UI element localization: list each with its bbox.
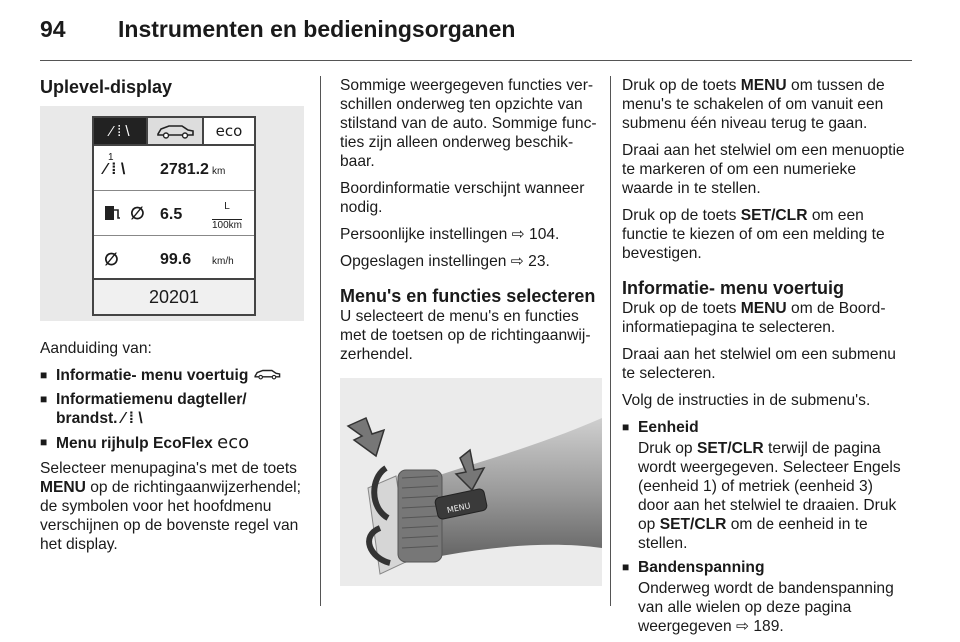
page-number: 94 xyxy=(40,16,66,42)
display-footer xyxy=(94,278,254,314)
speed-value: 99.6 xyxy=(160,251,192,268)
column-divider xyxy=(320,76,321,606)
trip-fuel-icon: ⁄ ⁞ \ xyxy=(121,410,143,427)
menu-list xyxy=(40,366,306,453)
paragraph: Boordinformatie verschijnt wanneer nodig. xyxy=(340,180,585,216)
consumption-value: 6.5 xyxy=(160,206,183,223)
list-item-text: Druk op SET/CLR terwijl de pagina wordt weergegeven. Selecteer Engels (eenheid 1) of metriek (eenheid 3) door aan het stelwiel te draaien. Druk op SET/CLR om de eenheid in te stellen. xyxy=(638,440,901,552)
consumption-unit xyxy=(212,197,242,235)
section-heading: Menu's en functies selecteren xyxy=(340,286,596,306)
column-right xyxy=(622,76,906,642)
list-item-title: Eenheid xyxy=(638,419,699,436)
column-divider xyxy=(610,76,611,606)
list-item xyxy=(40,366,306,385)
paragraph: Druk op de toets MENU om de Boordinformatiepagina te selecteren. xyxy=(622,300,886,336)
uplevel-display-figure xyxy=(40,106,304,321)
list-item xyxy=(40,433,306,453)
header-rule xyxy=(40,60,912,61)
display-row-speed xyxy=(94,236,254,280)
odometer-value: 20201 xyxy=(148,287,200,307)
column-left xyxy=(40,76,306,562)
car-icon xyxy=(253,367,281,384)
column-middle xyxy=(340,76,602,586)
eco-label: eco xyxy=(215,121,243,140)
list-item-label: Informatie- menu voertuig xyxy=(56,367,249,384)
turn-signal-lever-figure xyxy=(340,378,602,586)
speed-unit: km/h xyxy=(212,256,234,267)
distance-value: 2781.2 xyxy=(160,161,209,178)
paragraph: U selecteert de menu's en functies met de toetsen op de richtingaanwijzerhendel. xyxy=(340,308,591,363)
trip-fuel-symbol: ⁄ ⁞ \ xyxy=(94,118,146,144)
paragraph: Sommige weergegeven functies verschillen onderweg ten opzichte van stilstand van de auto. Sommige functies zijn alleen onderweg beschikbaar. xyxy=(340,77,597,170)
section-heading: Uplevel-display xyxy=(40,77,173,97)
paragraph: Druk op de toets MENU om tussen de menu's te schakelen of om vanuit een submenu één niveau terug te gaan. xyxy=(622,77,885,132)
paragraph: Persoonlijke instellingen ⇨ 104. xyxy=(340,226,560,243)
list-item-label: Informatiemenu dagteller/ brandst. xyxy=(56,391,247,427)
eco-icon: eco xyxy=(217,432,250,453)
list-item xyxy=(622,418,906,553)
paragraph: Druk op de toets SET/CLR om een functie te kiezen of om een melding te bevestigen. xyxy=(622,207,885,262)
paragraph: Selecteer menupagina's met de toets MENU op de richtingaanwijzerhendel; de symbolen voor het hoofdmenu verschijnen op de bovenste regel van het display. xyxy=(40,460,301,553)
fuel-pump-icon xyxy=(104,205,122,226)
paragraph: Draai aan het stelwiel om een menuoptie te markeren of om een numerieke waarde in te stellen. xyxy=(622,142,905,197)
unit-denominator: 100km xyxy=(212,220,243,231)
page-title: Instrumenten en bedieningsorganen xyxy=(118,16,516,42)
list-item xyxy=(40,390,306,428)
road-icon: ⁄ ⁞ \ xyxy=(104,161,126,178)
paragraph: Opgeslagen instellingen ⇨ 23. xyxy=(340,253,550,270)
list-item-title: Bandenspanning xyxy=(638,559,765,576)
section-heading: Informatie- menu voertuig xyxy=(622,278,845,298)
lever-menu-label: MENU xyxy=(446,501,472,515)
distance-unit: km xyxy=(212,166,226,177)
average-icon: ∅ xyxy=(104,250,119,269)
car-icon xyxy=(146,118,204,144)
list-item-label: Menu rijhulp EcoFlex xyxy=(56,435,213,452)
average-icon: ∅ xyxy=(130,204,145,223)
display-top-bar xyxy=(94,118,254,146)
page-header xyxy=(0,0,960,62)
display-row-distance xyxy=(94,146,254,191)
list-item-text: Onderweg wordt de bandenspanning van alle wielen op deze pagina weergegeven ⇨ 189. xyxy=(638,580,894,635)
intro-text: Aanduiding van: xyxy=(40,340,152,357)
unit-numerator: L xyxy=(224,201,230,212)
paragraph: Volg de instructies in de submenu's. xyxy=(622,392,871,409)
submenu-list xyxy=(622,418,906,636)
row-index: 1 xyxy=(108,152,114,163)
list-item xyxy=(622,558,906,636)
display-row-consumption xyxy=(94,191,254,236)
paragraph: Draai aan het stelwiel om een submenu te selecteren. xyxy=(622,346,896,382)
display-screen xyxy=(92,116,256,316)
